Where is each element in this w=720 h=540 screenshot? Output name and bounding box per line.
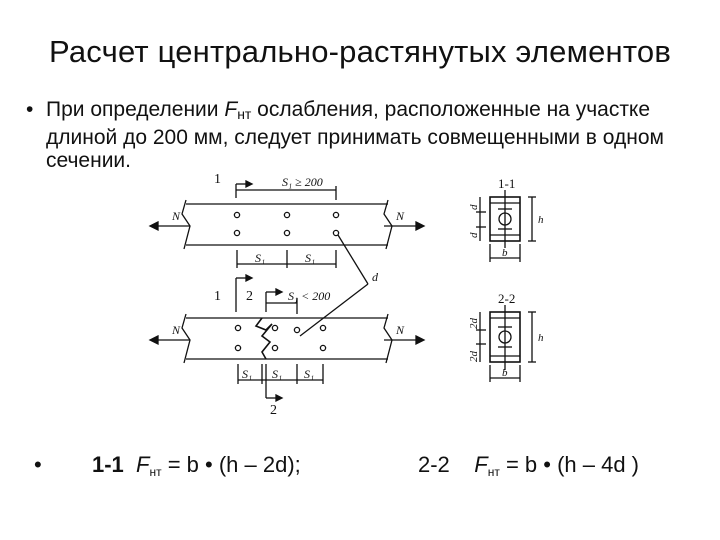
section-2-2-dim-h: h bbox=[538, 332, 544, 344]
formula-1-label: 1-1 bbox=[92, 452, 124, 477]
formula-1-sub: нт bbox=[149, 465, 162, 479]
top-force-right-label: N bbox=[396, 209, 405, 223]
top-force-left bbox=[150, 222, 190, 230]
section-2-2-title: 2-2 bbox=[498, 291, 516, 306]
bottom-spacing-3: S₁ bbox=[304, 367, 315, 381]
bullet-symbol: F bbox=[224, 98, 238, 121]
formula-1-symbol: F bbox=[136, 452, 150, 477]
bottom-section-label-2-lower: 2 bbox=[270, 403, 277, 418]
bullet-prefix: При определении bbox=[46, 98, 225, 121]
bottom-spacing-2: S₁ bbox=[272, 367, 283, 381]
bullet-body: ослабления, расположенные на участке длиной до 200 мм, следует принимать совмещенными в одном сечении. bbox=[46, 98, 664, 172]
formula-bullet: • bbox=[34, 452, 42, 477]
top-section-label: 1 bbox=[214, 172, 221, 187]
hole-diameter-label: d bbox=[372, 270, 378, 284]
formula-2-symbol: F bbox=[474, 452, 488, 477]
section-2-2-dim-2d-bottom: 2d bbox=[468, 351, 480, 362]
section-1-1-dim-b: b bbox=[502, 247, 508, 259]
section-1-1-title: 1-1 bbox=[498, 176, 516, 191]
formula-2-label: 2-2 bbox=[418, 452, 450, 477]
top-plate bbox=[182, 200, 392, 249]
bottom-plate bbox=[182, 314, 392, 363]
formula-2-sub: нт bbox=[487, 465, 500, 479]
bottom-force-left bbox=[150, 336, 190, 344]
bottom-condition: S₁ < 200 bbox=[288, 289, 331, 303]
bottom-section-label-1: 1 bbox=[214, 289, 221, 304]
bullet-dot: • bbox=[26, 98, 34, 121]
bottom-force-left-label: N bbox=[172, 323, 181, 337]
slide-title: Расчет центрально-растянутых элементов bbox=[48, 34, 672, 69]
section-2-2-dim-b: b bbox=[502, 367, 508, 379]
section-1-1-dim-h: h bbox=[538, 214, 544, 226]
section-1-1-dim-d-top: d bbox=[468, 204, 480, 210]
bottom-holes bbox=[235, 325, 325, 350]
top-force-left-label: N bbox=[172, 209, 181, 223]
bottom-spacing-1: S₁ bbox=[242, 367, 253, 381]
top-condition: S₁ ≥ 200 bbox=[282, 175, 323, 189]
formula-2 bbox=[418, 452, 639, 479]
section-2-2-dim-2d-top: 2d bbox=[468, 318, 480, 329]
section-1-1-dim-d-bottom: d bbox=[468, 232, 480, 238]
formula-1-expr: = b • (h – 2d); bbox=[161, 452, 301, 477]
top-spacing-2: S₁ bbox=[305, 251, 316, 265]
zigzag-section-path bbox=[256, 318, 272, 359]
formula-2-expr: = b • (h – 4d ) bbox=[499, 452, 639, 477]
top-spacing-1: S₁ bbox=[255, 251, 266, 265]
formula-1 bbox=[92, 452, 301, 479]
top-spacing-dimension bbox=[237, 250, 336, 268]
bullet-symbol-sub: нт bbox=[237, 106, 252, 122]
bottom-section-lines bbox=[236, 275, 282, 401]
top-holes bbox=[234, 212, 338, 235]
bottom-force-right-label: N bbox=[396, 323, 405, 337]
bottom-section-label-2: 2 bbox=[246, 289, 253, 304]
